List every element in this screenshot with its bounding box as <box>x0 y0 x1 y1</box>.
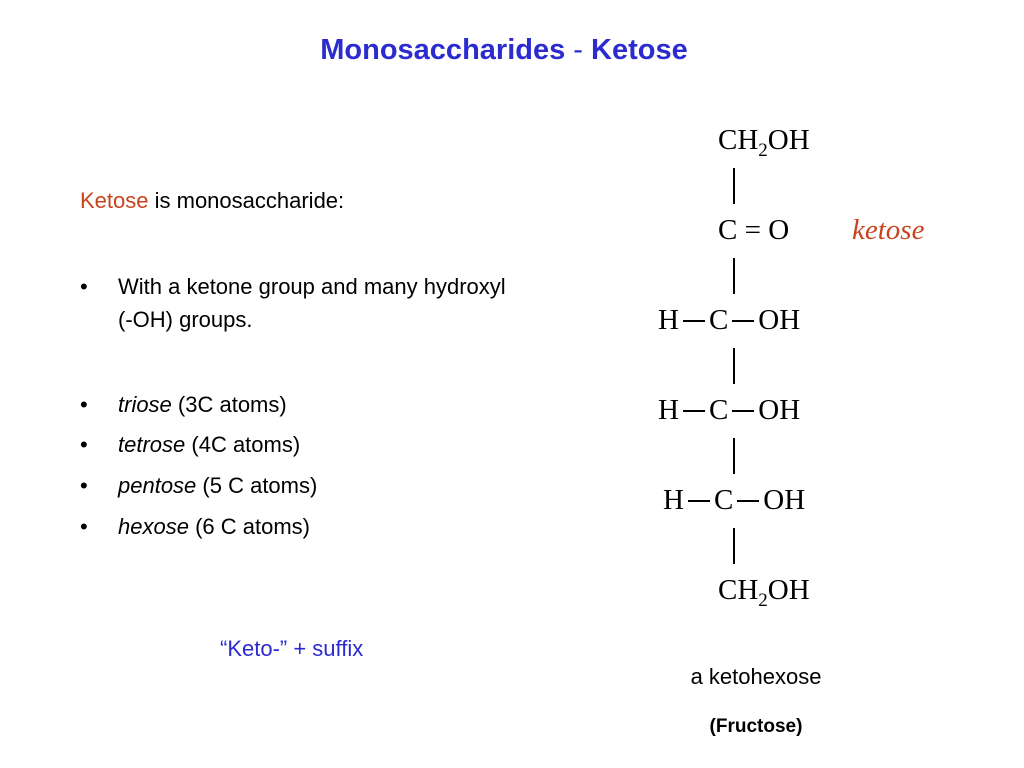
chiral-carbon-row <box>663 484 805 517</box>
intro-rest: is monosaccharide: <box>148 188 345 213</box>
intro-line <box>80 188 344 214</box>
hydrogen-atom: H <box>663 484 684 516</box>
carbon-atom: C <box>708 394 729 426</box>
keto-suffix-note: “Keto-” + suffix <box>220 636 364 661</box>
chiral-carbon-row <box>658 394 800 427</box>
bullet-item-ketone-group <box>80 270 520 336</box>
bullet-item-tetrose <box>80 428 300 461</box>
structure-name: (Fructose) <box>709 716 803 737</box>
top-ch2oh <box>718 124 810 161</box>
bullet-text: (4C atoms) <box>185 432 301 457</box>
title-sub: Ketose <box>591 34 688 66</box>
bottom-group-ch: CH <box>718 574 759 606</box>
bullet-text: (6 C atoms) <box>188 514 310 539</box>
bond-horizontal <box>683 320 705 322</box>
carbon-atom: C <box>713 484 734 516</box>
bullet-marker: • <box>80 274 88 299</box>
hydrogen-atom: H <box>658 304 679 336</box>
title-main: Monosaccharides <box>320 34 566 66</box>
bond-vertical <box>733 168 735 204</box>
bond-vertical <box>733 438 735 474</box>
bond-vertical <box>733 528 735 564</box>
bullet-term: tetrose <box>118 432 186 457</box>
intro-highlight: Ketose <box>80 188 149 213</box>
bond-horizontal <box>737 500 759 502</box>
bullet-term: hexose <box>118 514 189 539</box>
bullet-item-triose <box>80 388 287 421</box>
hydrogen-atom: H <box>658 394 679 426</box>
carbonyl-group: C = O <box>718 214 790 246</box>
hydroxyl-group: OH <box>758 394 801 426</box>
hydroxyl-group: OH <box>763 484 806 516</box>
bullet-marker: • <box>80 392 88 417</box>
chiral-carbon-row <box>658 304 800 337</box>
top-group-subscript: 2 <box>758 140 768 161</box>
top-group-ch: CH <box>718 124 759 156</box>
bullet-term: triose <box>118 392 172 417</box>
top-group-oh: OH <box>767 124 810 156</box>
bullet-marker: • <box>80 514 88 539</box>
bond-horizontal <box>732 410 754 412</box>
bullet-text: With a ketone group and many hydroxyl (-OH) groups. <box>118 274 506 332</box>
bond-horizontal <box>732 320 754 322</box>
bond-horizontal <box>683 410 705 412</box>
bond-vertical <box>733 258 735 294</box>
structure-caption: a ketohexose <box>690 664 822 689</box>
carbon-atom: C <box>708 304 729 336</box>
bullet-text: (5 C atoms) <box>196 473 318 498</box>
bottom-group-subscript: 2 <box>758 590 768 611</box>
hydroxyl-group: OH <box>758 304 801 336</box>
bullet-marker: • <box>80 432 88 457</box>
bullet-item-hexose <box>80 510 310 543</box>
bond-vertical <box>733 348 735 384</box>
title-separator: - <box>573 34 583 66</box>
bottom-group-oh: OH <box>767 574 810 606</box>
bullet-item-pentose <box>80 469 317 502</box>
bullet-term: pentose <box>118 473 197 498</box>
slide-title <box>0 34 1008 67</box>
bullet-text: (3C atoms) <box>171 392 287 417</box>
ketose-label: ketose <box>852 214 925 246</box>
bond-horizontal <box>688 500 710 502</box>
bottom-ch2oh <box>718 574 810 611</box>
bullet-marker: • <box>80 473 88 498</box>
